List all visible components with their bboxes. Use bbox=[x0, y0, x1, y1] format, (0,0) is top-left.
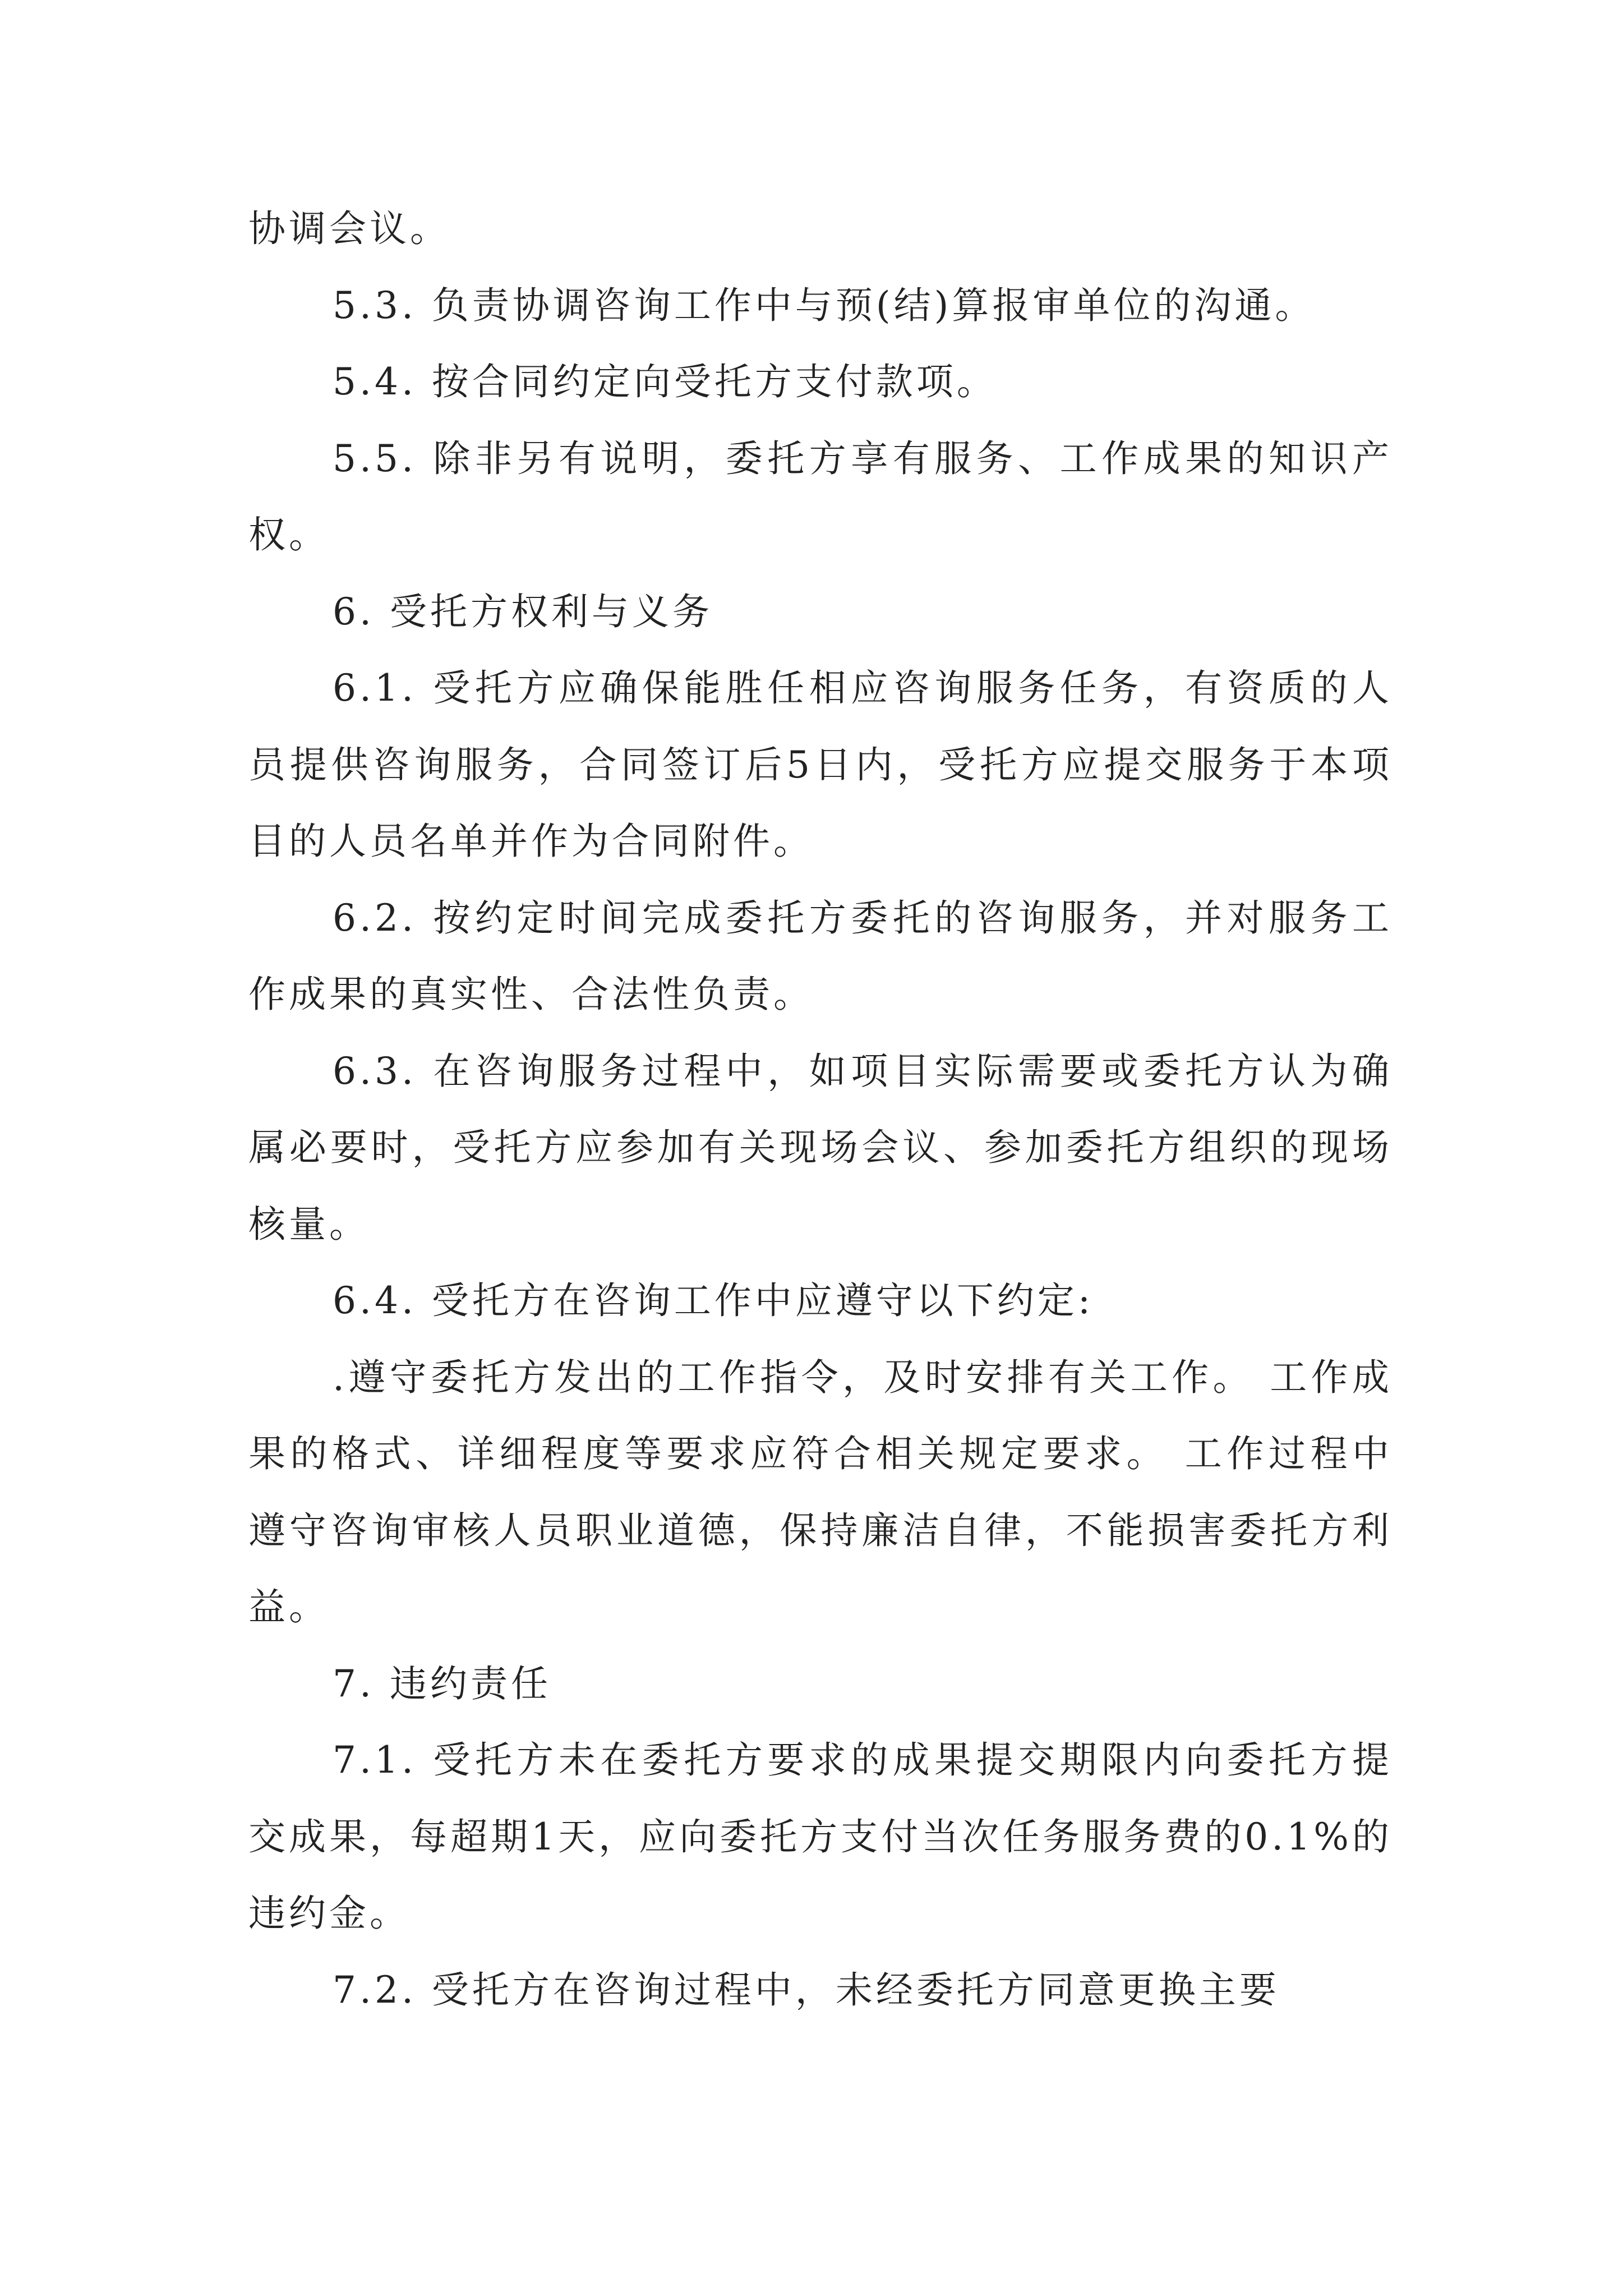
section-7-heading: 7. 违约责任 bbox=[333, 1662, 551, 1705]
clause-6-2: 6.2. 按约定时间完成委托方委托的咨询服务，并对服务工作成果的真实性、合法性负责。 bbox=[248, 896, 1393, 1016]
clause-6-4-details: .遵守委托方发出的工作指令，及时安排有关工作。 工作成果的格式、详细程度等要求应符合相关规定要求。 工作过程中遵守咨询审核人员职业道德，保持廉洁自律，不能损害委托方利益。 bbox=[248, 1355, 1393, 1628]
clause-5-3: 5.3. 负责协调咨询工作中与预(结)算报审单位的沟通。 bbox=[333, 283, 1316, 327]
section-6-heading: 6. 受托方权利与义务 bbox=[333, 590, 713, 633]
document-body bbox=[248, 191, 1393, 2028]
clause-5-5: 5.5. 除非另有说明，委托方享有服务、工作成果的知识产权。 bbox=[248, 436, 1393, 556]
clause-5-4: 5.4. 按合同约定向受托方支付款项。 bbox=[333, 360, 997, 403]
clause-7-2: 7.2. 受托方在咨询过程中，未经委托方同意更换主要 bbox=[333, 1968, 1280, 2012]
clause-6-1: 6.1. 受托方应确保能胜任相应咨询服务任务，有资质的人员提供咨询服务，合同签订后5日内，受托方应提交服务于本项目的人员名单并作为合同附件。 bbox=[248, 666, 1393, 863]
paragraph-continuation: 协调会议。 bbox=[248, 207, 450, 250]
clause-7-1: 7.1. 受托方未在委托方要求的成果提交期限内向委托方提交成果，每超期1天，应向委托方支付当次任务服务费的0.1%的违约金。 bbox=[248, 1738, 1393, 1935]
clause-6-4: 6.4. 受托方在咨询工作中应遵守以下约定: bbox=[333, 1279, 1094, 1322]
clause-6-3: 6.3. 在咨询服务过程中，如项目实际需要或委托方认为确属必要时，受托方应参加有关现场会议、参加委托方组织的现场核量。 bbox=[248, 1049, 1393, 1246]
